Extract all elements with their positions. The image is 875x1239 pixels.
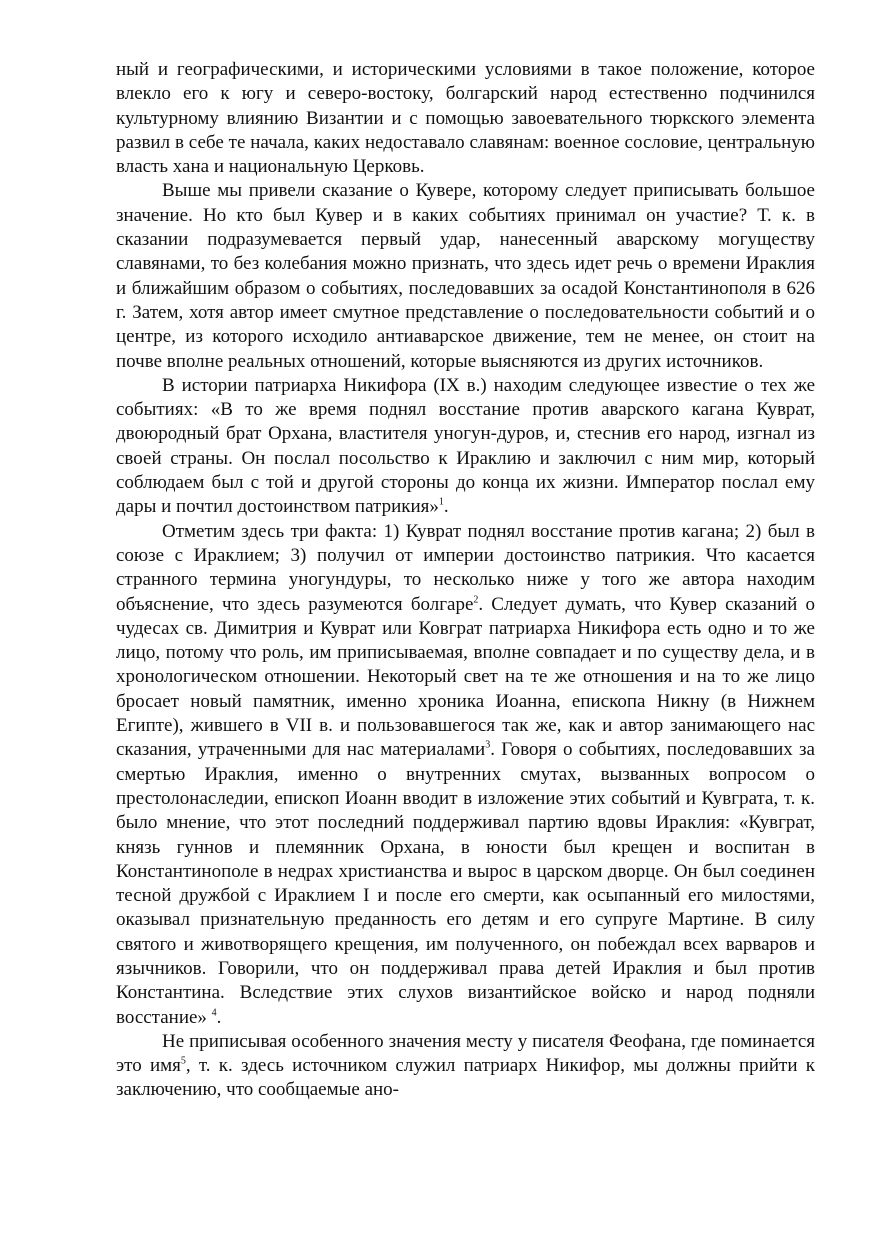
text-segment: ный и географическими, и историческими условиями в такое положение, которое влекло его к югу и северо-востоку, болгарский народ естественно подчинился культурному влиянию Византии и с помощью завоевательного тюркского элемента развил в себе те начала, каких недоставало славянам: военное сословие, центральную власть хана и национальную Церковь.: [116, 59, 815, 178]
paragraph: [116, 179, 815, 373]
text-segment: , т. к. здесь источником служил патриарх Никифор, мы должны прийти к заключению, что сообщаемые ано-: [116, 1055, 815, 1101]
text-segment: . Следует думать, что Кувер сказаний о чудесах св. Димитрия и Куврат или Ковграт патриарха Никифора есть одно и то же лицо, потому что роль, им приписываемая, вполне совпадает и по существу дела, и в хронологическом отношении. Некоторый свет на те же отношения и на то же лицо бросает новый памятник, именно хроника Иоанна, епископа Никну (в Нижнем Египте), жившего в VII в. и пользовавшегося так же, как и автор занимающего нас сказания, утраченными для нас материалами: [116, 593, 816, 761]
paragraph: [116, 374, 815, 520]
text-segment: .: [216, 1006, 222, 1028]
text-segment: .: [443, 496, 449, 518]
paragraph: [116, 1030, 815, 1103]
text-segment: . Говоря о событиях, последовавших за смертью Ираклия, именно о внутренних смутах, вызванных вопросом о престолонаследии, епископ Иоанн вводит в изложение этих событий и Кувграта, т. к. было мнение, что этот последний поддерживал партию вдовы Ираклия: «Кувграт, князь гуннов и племянник Орхана, в юности был крещен и воспитан в Константинополе в недрах христианства и вырос в царском дворце. Он был соединен тесной дружбой с Ираклием I и после его смерти, как осыпанный его милостями, оказывал признательную преданность его детям и его супруге Мартине. В силу святого и животворящего крещения, им полученного, он побеждал всех варваров и язычников. Говорили, что он поддерживал права детей Ираклия и был против Константина. Вследствие этих слухов византийское войско и народ подняли восстание»: [116, 739, 815, 1028]
text-segment: В истории патриарха Никифора (IX в.) находим следующее известие о тех же событиях: «В то же время поднял восстание против аварского кагана Куврат, двоюродный брат Орхана, властителя уногун-дуров, и, стеснив его народ, изгнал из своей страны. Он послал посольство к Ираклию и заключил с ним мир, который соблюдаем был с той и другой стороны до конца их жизни. Император послал ему дары и почтил достоинством патрикия»: [116, 374, 815, 518]
body-text: [116, 58, 815, 1103]
footnote-marker: 5: [180, 1055, 186, 1067]
paragraph: [116, 520, 815, 1030]
footnote-marker: 4: [211, 1007, 217, 1019]
text-segment: Выше мы привели сказание о Кувере, которому следует приписывать большое значение. Но кто был Кувер и в каких событиях принимал он участие? Т. к. в сказании подразумевается первый удар, нанесенный аварскому могуществу славянами, то без колебания можно признать, что здесь идет речь о времени Ираклия и ближайшим образом о событиях, последовавших за осадой Константинополя в 626 г. Затем, хотя автор имеет смутное представление о последовательности событий и о центре, из которого исходило антиаварское движение, тем не менее, он стоит на почве вполне реальных отношений, которые выясняются из других источников.: [116, 180, 815, 372]
text-segment: Не приписывая особенного значения месту у писателя Феофана, где поминается это имя: [116, 1030, 815, 1077]
paragraph: [116, 58, 815, 179]
text-segment: Отметим здесь три факта: 1) Куврат поднял восстание против кагана; 2) был в союзе с Ираклием; 3) получил от империи достоинство патрикия. Что касается странного термина уногундуры, то несколько ниже у того же автора находим объяснение, что здесь разумеются болгаре: [116, 520, 815, 615]
footnote-marker: 2: [473, 594, 479, 606]
footnote-marker: 3: [485, 739, 491, 751]
footnote-marker: 1: [438, 497, 444, 509]
